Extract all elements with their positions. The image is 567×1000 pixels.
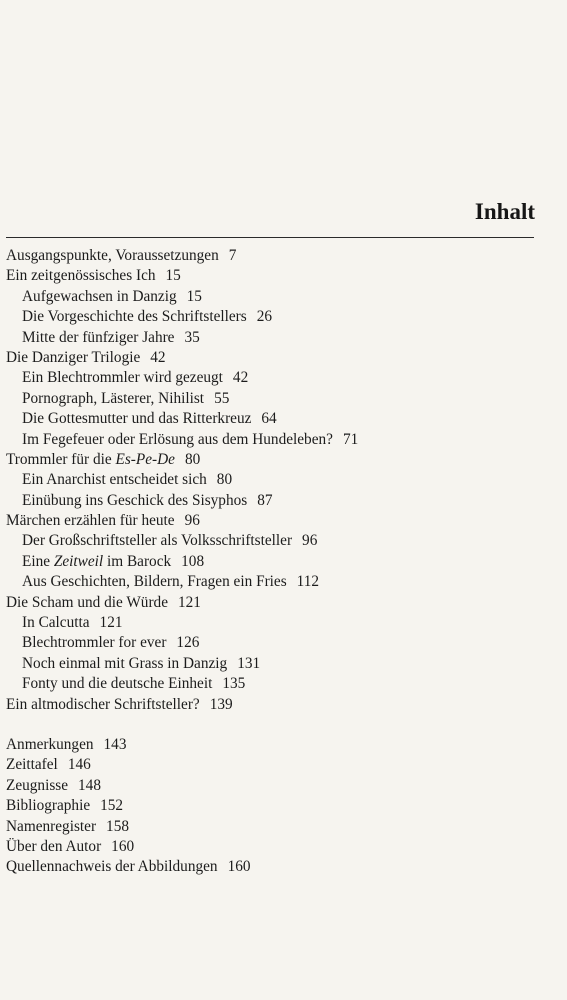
toc-subentry [6,409,546,429]
toc-entry-title: Die Vorgeschichte des Schriftstellers [22,308,247,326]
appendix-entry [6,857,546,877]
toc-entry-page: 42 [232,369,249,387]
toc-subentry [6,430,546,450]
toc-subentry [6,572,546,592]
toc-subentry [6,654,546,674]
section-spacer [6,715,546,735]
toc-entry-page: 96 [302,532,318,550]
toc-entry-title: Der Großschriftsteller als Volksschriftsteller [22,532,293,550]
toc-subentry [6,368,546,388]
toc-entry [6,593,546,613]
toc-entry-page: 108 [181,552,205,570]
toc-entry-page: 7 [228,247,237,264]
toc-subentry [6,613,546,633]
toc-entry-page: 135 [222,675,246,693]
toc-entry-page: 26 [256,308,273,326]
toc-entry [6,450,546,470]
toc-entry-page: 71 [342,430,359,448]
toc-entry-title: Ein altmodischer Schriftsteller? [6,695,200,713]
toc-entry [6,246,546,266]
toc-entry-title: Märchen erzählen für heute [6,512,175,530]
toc-subentry [6,531,546,551]
toc-entry-title: Pornograph, Lästerer, Nihilist [22,389,205,407]
appendix-entry [6,776,546,796]
toc-entry [6,348,546,368]
toc-entry-title: Aufgewachsen in Danzig [22,287,177,305]
toc-entry-title: Im Fegefeuer oder Erlösung aus dem Hundeleben? [22,430,333,448]
toc-entry-title: In Calcutta [22,614,90,632]
toc-entry-title: Die Gottesmutter und das Ritterkreuz [22,410,252,428]
toc-entry-title: Ein Anarchist entscheidet sich [22,471,207,489]
toc-subentry [6,389,546,409]
toc-subentry [6,287,546,307]
toc-entry-title: Einübung ins Geschick des Sisyphos [22,491,248,509]
toc-entry-page: 80 [184,450,201,468]
toc-entry-title-suffix: im Barock [103,552,172,570]
toc-entry-page: 64 [261,410,277,428]
toc-entry-title: Die Danziger Trilogie [6,348,141,366]
table-of-contents [6,246,546,878]
toc-entry-page: 112 [296,573,320,591]
toc-entry [6,511,546,531]
appendix-entry-page: 152 [100,797,124,815]
toc-entry-title: Fonty und die deutsche Einheit [22,675,213,693]
appendix-entry [6,735,546,755]
appendix-entry [6,796,546,816]
toc-subentry [6,674,546,694]
toc-subentry [6,470,546,490]
appendix-entry-title: Quellennachweis der Abbildungen [6,858,218,876]
appendix-entry [6,817,546,837]
toc-entry-page: 126 [176,634,200,652]
appendix-entry-page: 160 [227,858,251,876]
toc-entry-title-italic: Zeitweil [53,552,104,570]
appendix-entry-title: Bibliographie [6,797,91,815]
toc-entry-title: Mitte der fünfziger Jahre [22,328,175,346]
toc-subentry [6,491,546,511]
appendix-entry-title: Namenregister [6,817,97,835]
appendix-entry [6,755,546,775]
appendix-entry-title: Zeittafel [6,756,58,774]
toc-entry-page: 35 [184,328,200,346]
toc-entry-page: 15 [186,287,202,305]
appendix-entry-title: Zeugnisse [6,776,69,794]
appendix-entry-page: 146 [67,756,91,774]
appendix-entry-page: 158 [106,817,129,835]
toc-entry-page: 42 [150,348,166,366]
appendix-entry-page: 160 [111,837,135,855]
toc-entry-title-italic: Es-Pe-De [115,450,175,468]
toc-entry-page: 121 [99,614,123,632]
toc-entry-title: Blechtrommler for ever [22,634,167,652]
toc-entry-page: 96 [184,512,200,530]
toc-entry-title-prefix: Eine [22,552,54,570]
toc-entry-page: 131 [237,654,261,672]
toc-entry-title: Noch einmal mit Grass in Danzig [22,654,228,672]
toc-entry-page: 80 [216,471,233,489]
appendix-entry-page: 143 [103,735,127,753]
toc-entry [6,266,546,286]
appendix-entry [6,837,546,857]
appendix-entry-title: Über den Autor [6,837,102,855]
toc-entry-page: 139 [209,695,233,713]
toc-entry-page: 15 [165,267,181,285]
toc-entry-title: Aus Geschichten, Bildern, Fragen ein Fries [22,573,287,591]
toc-entry-page: 55 [214,389,230,407]
toc-subentry [6,552,546,572]
toc-subentry [6,633,546,653]
toc-heading: Inhalt [474,199,535,224]
toc-subentry [6,307,546,327]
toc-entry-page: 121 [178,593,201,611]
toc-entry-title: Ausgangspunkte, Voraussetzungen [6,247,219,264]
toc-entry-title-prefix: Trommler für die [6,450,116,468]
toc-entry-title: Ein zeitgenössisches Ich [6,267,156,285]
appendix-entry-title: Anmerkungen [6,735,94,753]
toc-entry [6,695,546,715]
toc-entry-page: 87 [257,491,273,509]
toc-subentry [6,328,546,348]
toc-entry-title: Ein Blechtrommler wird gezeugt [22,369,223,387]
appendix-entry-page: 148 [78,776,101,794]
heading-rule [6,237,534,238]
toc-entry-title: Die Scham und die Würde [6,593,168,611]
